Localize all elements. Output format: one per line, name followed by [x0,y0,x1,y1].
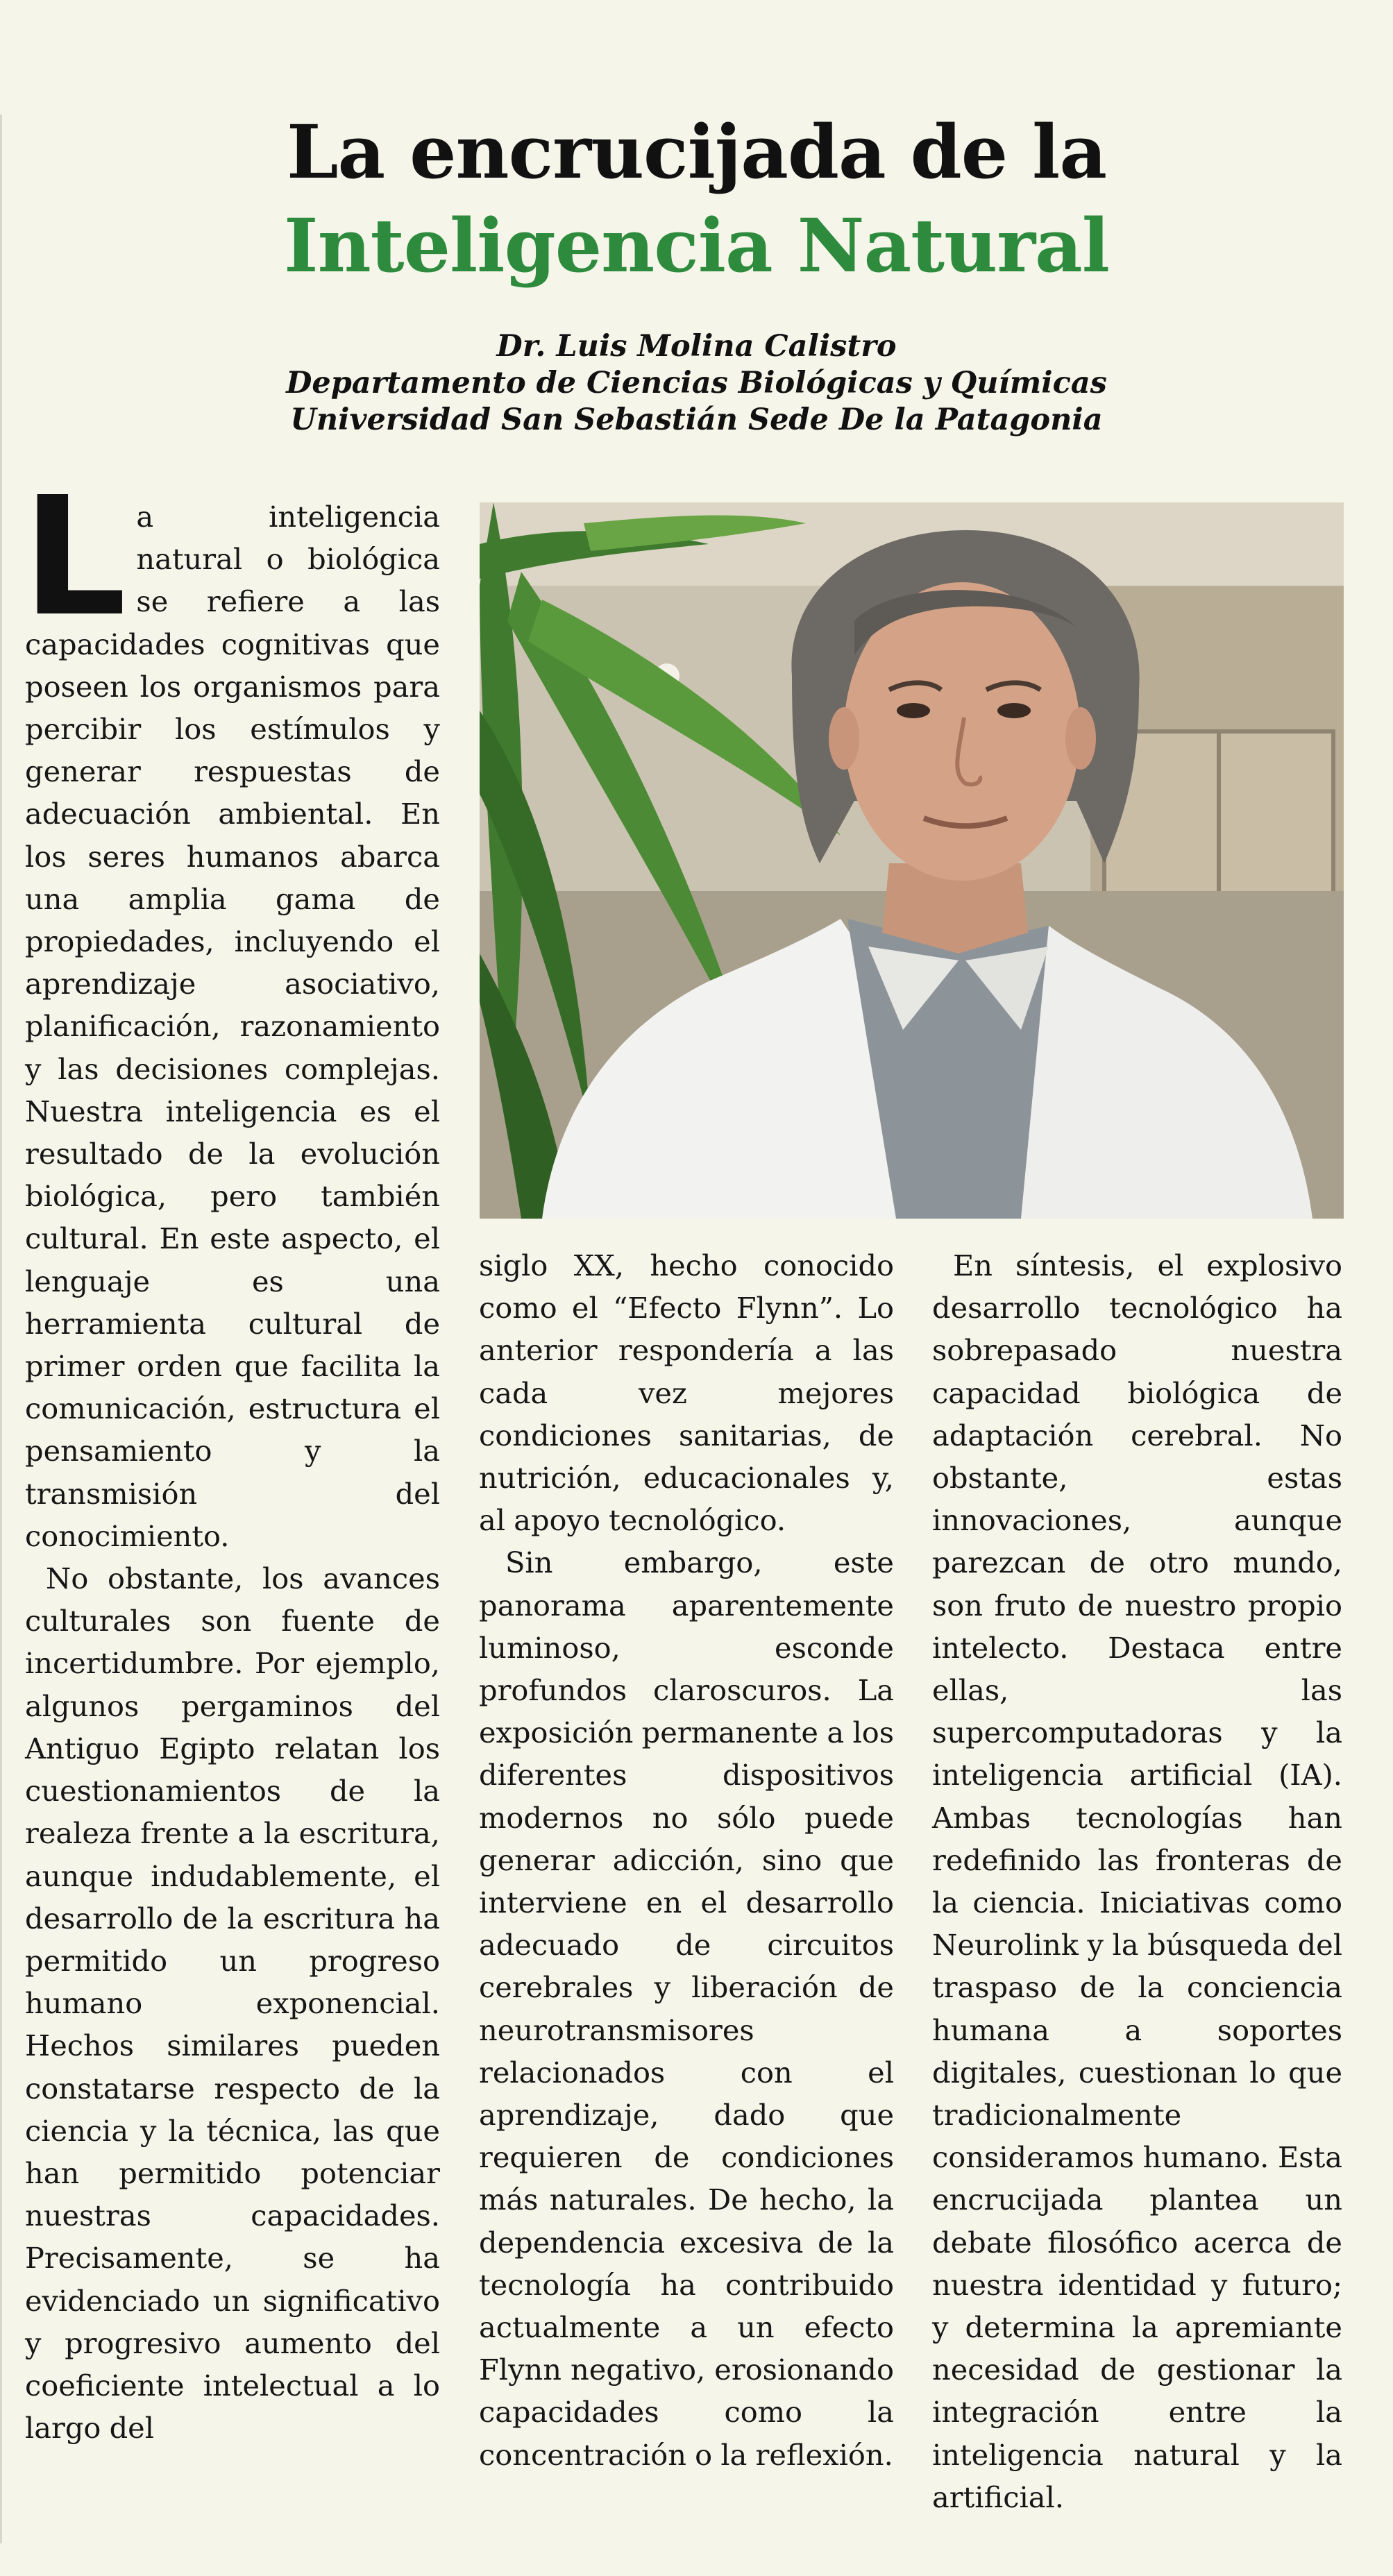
article-column-3 [932,1244,1342,2518]
paragraph-1-text: a inteligencia natural o biológica se refiere a las capacidades cognitivas que poseen los organismos para percibir los estímulos y generar respuestas de adecuación ambiental. En los seres humanos abarca una amplia gama de propiedades, incluyendo el aprendizaje asociativo, planificación, razonamiento y las decisiones complejas. Nuestra inteligencia es el resultado de la evolución biológica, pero también cultural. En este aspecto, el lenguaje es una herramienta cultural de primer orden que facilita la comunicación, estructura el pensamiento y la transmisión del conocimiento. [25,500,440,1553]
page-edge-line [0,115,2,2543]
paragraph-4: En síntesis, el explosivo desarrollo tecnológico ha sobrepasado nuestra capacidad biológica de adaptación cerebral. No obstante, estas innovaciones, aunque parezcan de otro mundo, son fruto de nuestro propio intelecto. Destaca entre ellas, las supercomputadoras y la inteligencia artificial (IA). Ambas tecnologías han redefinido las fronteras de la ciencia. Iniciativas como Neurolink y la búsqueda del traspaso de la conciencia humana a soportes digitales, cuestionan lo que tradicionalmente consideramos humano. Esta encrucijada plantea un debate filosófico acerca de nuestra identidad y futuro; y determina la apremiante necesidad de gestionar la integración entre la inteligencia natural y la artificial. [932,1248,1342,2514]
author-name: Dr. Luis Molina Calistro [496,329,897,364]
author-portrait-photo [480,502,1344,1219]
paragraph-2-continued: siglo XX, hecho conocido como el “Efecto Flynn”. Lo anterior respondería a las cada vez mejores condiciones sanitarias, de nutrición, educacionales y, al apoyo tecnológico. [479,1248,894,1538]
article-column-2 [479,1244,894,2476]
title-line-2: Inteligencia Natural [283,202,1109,289]
author-university: Universidad San Sebastián Sede De la Patagonia [290,402,1103,437]
paragraph-3: Sin embargo, este panorama aparentemente luminoso, esconde profundos claroscuros. La exposición permanente a los diferentes dispositivos modernos no sólo puede generar adicción, sino que interviene en el desarrollo adecuado de circuitos cerebrales y liberación de neurotransmisores relacionados con el aprendizaje, dado que requieren de condiciones más naturales. De hecho, la dependencia excesiva de la tecnología ha contribuido actualmente a un efecto Flynn negativo, erosionando capacidades como la concentración o la reflexión. [479,1545,894,2472]
paragraph-2: No obstante, los avances culturales son fuente de incertidumbre. Por ejemplo, algunos pergaminos del Antiguo Egipto relatan los cuestionamientos de la realeza frente a la escritura, aunque indudablemente, el desarrollo de la escritura ha permitido un progreso humano exponencial. Hechos similares pueden constatarse respecto de la ciencia y la técnica, las que han permitido potenciar nuestras capacidades. Precisamente, se ha evidenciado un significativo y progresivo aumento del coeficiente intelectual a lo largo del [25,1561,440,2446]
author-department: Departamento de Ciencias Biológicas y Químicas [286,366,1107,400]
article-column-1 [22,461,440,2449]
drop-cap: L [22,461,127,652]
title-line-1: La encrucijada de la [286,108,1107,195]
paragraph-1 [22,461,440,1557]
